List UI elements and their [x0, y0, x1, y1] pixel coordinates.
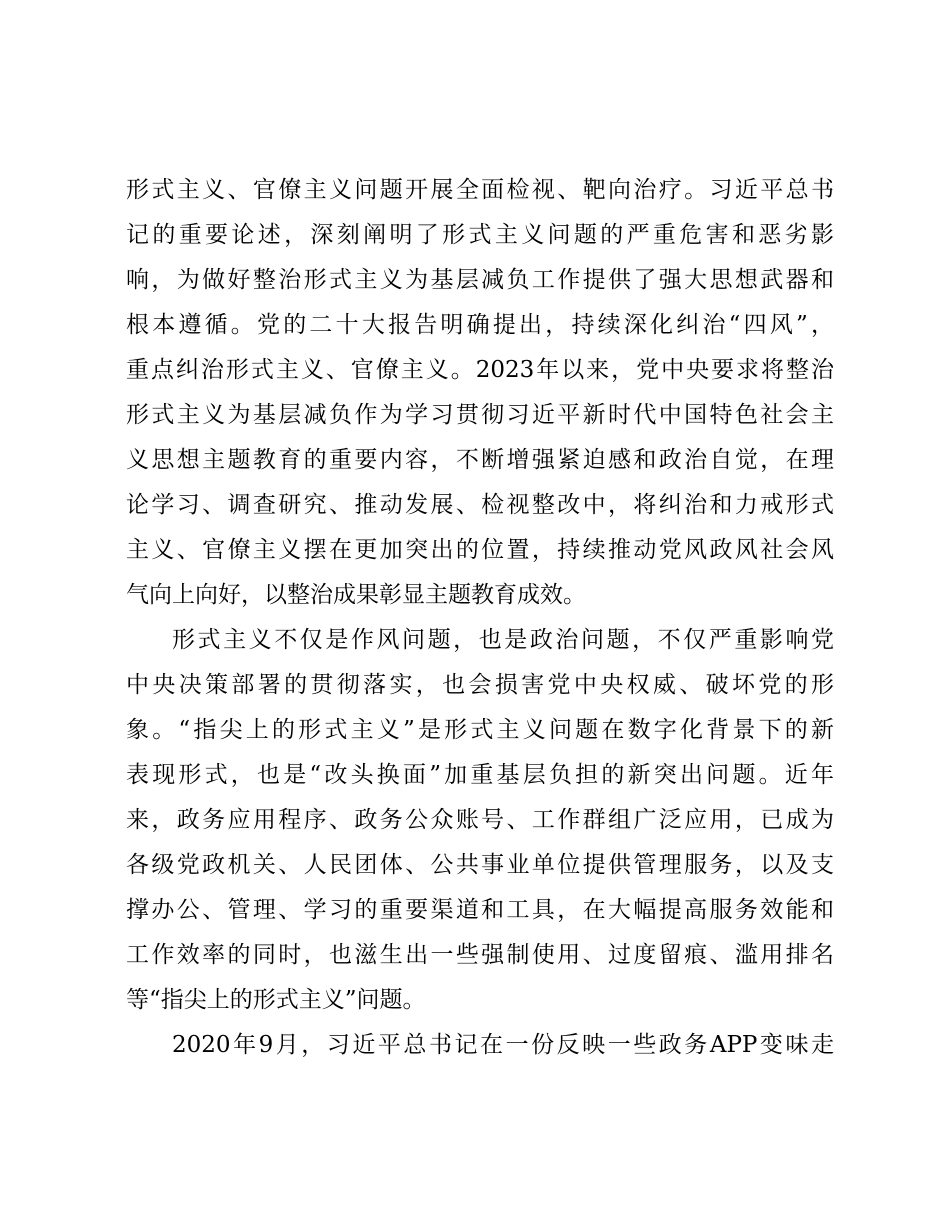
text-line: 工作效率的同时，也滋生出一些强制使用、过度留痕、滥用排名	[126, 942, 834, 968]
text-line: 撑办公、管理、学习的重要渠道和工具，在大幅提高服务效能和	[126, 897, 834, 923]
text-line: 表现形式，也是“改头换面”加重基层负担的新突出问题。近年	[126, 762, 834, 788]
text-line: 义思想主题教育的重要内容，不断增强紧迫感和政治自觉，在理	[126, 447, 834, 473]
text-line: 2020年9月，习近平总书记在一份反映一些政务APP变味走	[172, 1032, 834, 1058]
text-line: 象。“指尖上的形式主义”是形式主义问题在数字化背景下的新	[126, 717, 834, 743]
text-line: 重点纠治形式主义、官僚主义。2023年以来，党中央要求将整治	[126, 357, 834, 383]
text-line: 根本遵循。党的二十大报告明确提出，持续深化纠治“四风”，	[126, 312, 834, 338]
text-line: 响，为做好整治形式主义为基层减负工作提供了强大思想武器和	[126, 267, 834, 293]
text-line: 形式主义不仅是作风问题，也是政治问题，不仅严重影响党	[172, 627, 834, 653]
text-line: 等“指尖上的形式主义”问题。	[126, 987, 426, 1013]
text-line: 各级党政机关、人民团体、公共事业单位提供管理服务，以及支	[126, 852, 834, 878]
text-line: 论学习、调查研究、推动发展、检视整改中，将纠治和力戒形式	[126, 492, 834, 518]
text-line: 中央决策部署的贯彻落实，也会损害党中央权威、破坏党的形	[126, 672, 834, 698]
text-line: 形式主义为基层减负作为学习贯彻习近平新时代中国特色社会主	[126, 402, 834, 428]
document-body	[126, 168, 834, 1068]
text-line: 记的重要论述，深刻阐明了形式主义问题的严重危害和恶劣影	[126, 222, 834, 248]
text-line: 气向上向好，以整治成果彰显主题教育成效。	[126, 582, 586, 608]
text-line: 主义、官僚主义摆在更加突出的位置，持续推动党风政风社会风	[126, 537, 834, 563]
text-line: 来，政务应用程序、政务公众账号、工作群组广泛应用，已成为	[126, 807, 834, 833]
text-line: 形式主义、官僚主义问题开展全面检视、靶向治疗。习近平总书	[126, 177, 834, 203]
